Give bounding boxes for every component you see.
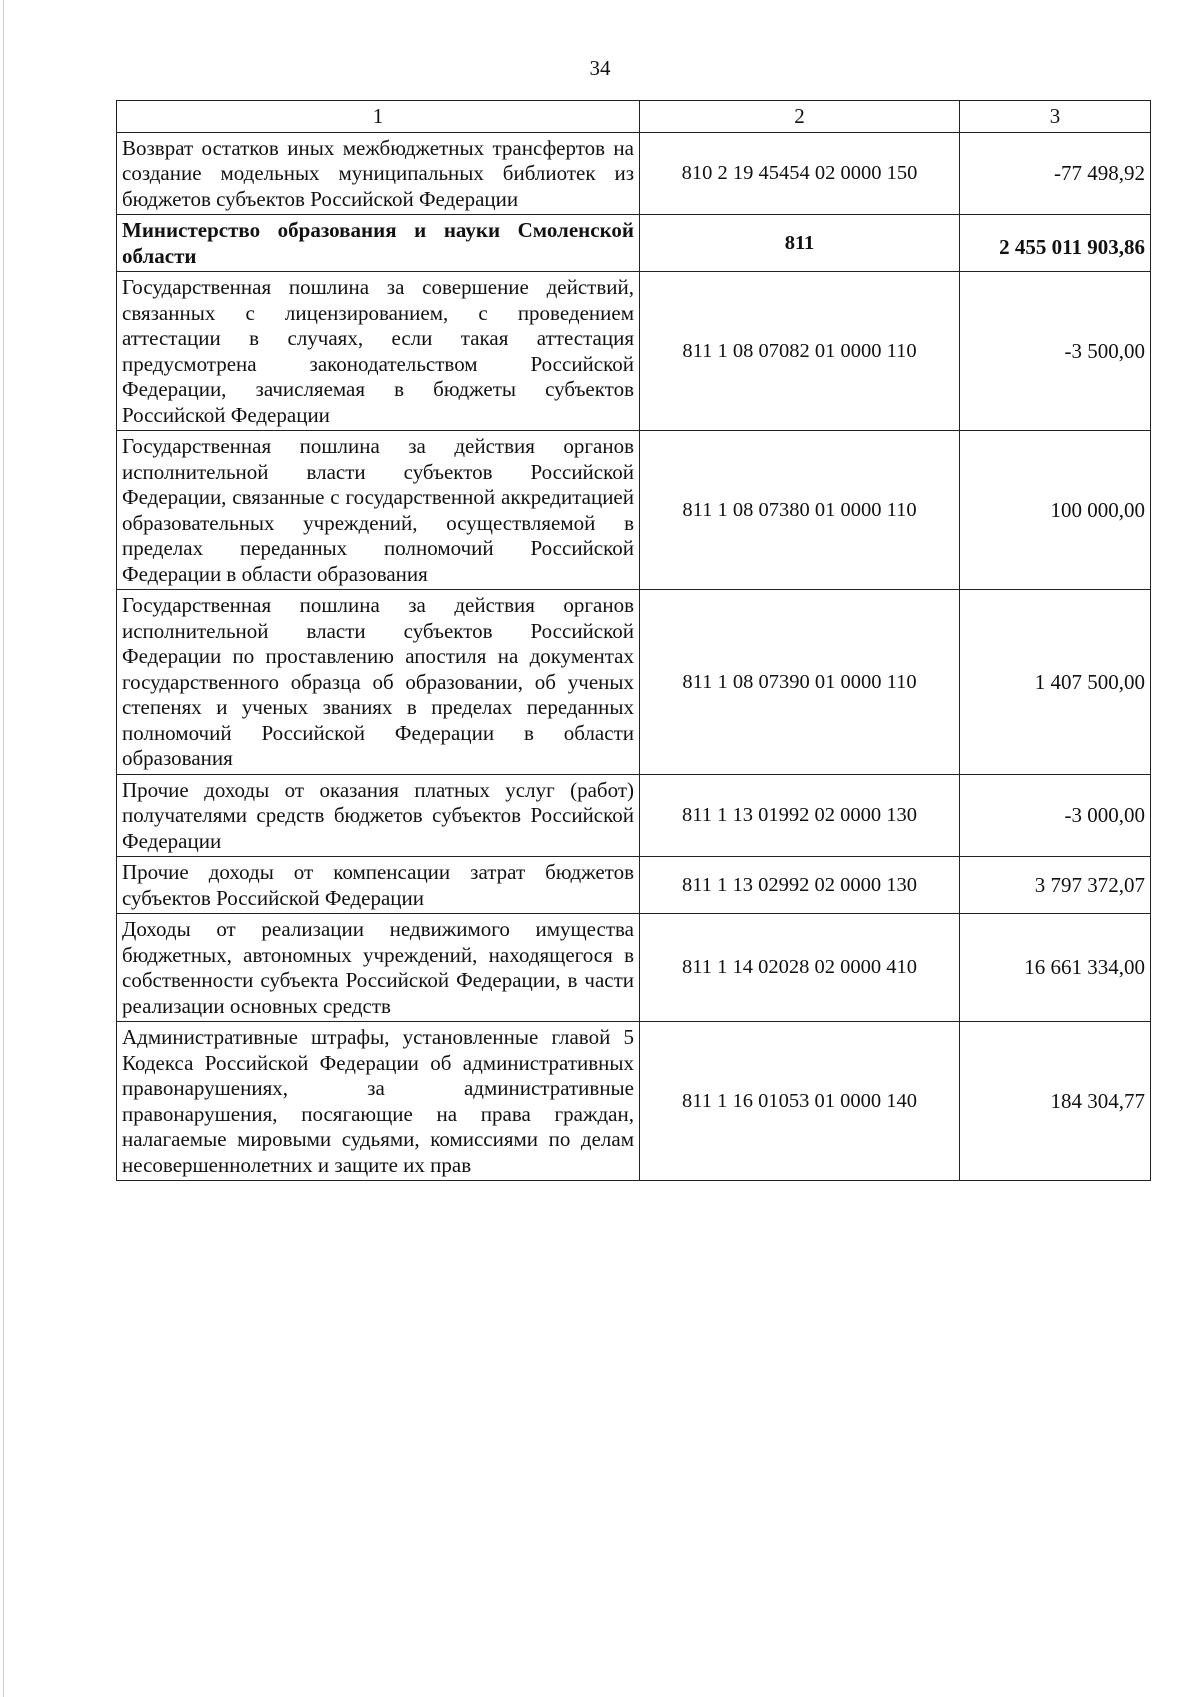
revenue-name-cell: Административные штрафы, установленные главой 5 Кодекса Российской Федерации об административных правонарушениях, за административные правонарушения, посягающие на права граждан, налагаемые мировыми судьями, комиссиями по делам несовершеннолетних и защите их прав [117, 1022, 640, 1181]
table-row [117, 590, 1151, 775]
page-edge-line [3, 0, 4, 1697]
amount-cell: -77 498,92 [960, 132, 1151, 215]
amount-cell: 100 000,00 [960, 431, 1151, 590]
amount-cell: -3 000,00 [960, 774, 1151, 857]
budget-code-cell: 811 1 13 02992 02 0000 130 [640, 857, 960, 914]
table-row [117, 914, 1151, 1022]
table-header-row [117, 101, 1151, 133]
table-row [117, 774, 1151, 857]
revenue-name-cell: Возврат остатков иных межбюджетных трансфертов на создание модельных муниципальных библиотек из бюджетов субъектов Российской Федерации [117, 132, 640, 215]
column-header-3: 3 [960, 101, 1151, 133]
table-row [117, 857, 1151, 914]
revenue-name-cell: Прочие доходы от оказания платных услуг (работ) получателями средств бюджетов субъектов Российской Федерации [117, 774, 640, 857]
column-header-2: 2 [640, 101, 960, 133]
budget-code-cell: 811 1 16 01053 01 0000 140 [640, 1022, 960, 1181]
revenue-name-cell: Государственная пошлина за совершение действий, связанных с лицензированием, с проведением аттестации в случаях, если такая аттестация предусмотрена законодательством Российской Федерации, зачисляемая в бюджеты субъектов Российской Федерации [117, 272, 640, 431]
amount-cell: 184 304,77 [960, 1022, 1151, 1181]
page-number: 34 [589, 56, 611, 80]
revenue-name-cell: Государственная пошлина за действия органов исполнительной власти субъектов Российской Федерации, связанные с государственной аккредитацией образовательных учреждений, осуществляемой в пределах переданных полномочий Российской Федерации в области образования [117, 431, 640, 590]
budget-table [116, 100, 1151, 1181]
table-row [117, 132, 1151, 215]
column-header-1: 1 [117, 101, 640, 133]
table-row [117, 431, 1151, 590]
revenue-name-cell: Государственная пошлина за действия органов исполнительной власти субъектов Российской Федерации по проставлению апостиля на документах государственного образца об образовании, об ученых степенях и ученых званиях в пределах переданных полномочий Российской Федерации в области образования [117, 590, 640, 775]
amount-cell: 1 407 500,00 [960, 590, 1151, 775]
budget-code-cell: 811 1 08 07390 01 0000 110 [640, 590, 960, 775]
budget-code-cell: 811 [640, 215, 960, 272]
table-row [117, 1022, 1151, 1181]
table-row-ministry [117, 215, 1151, 272]
revenue-name-cell: Доходы от реализации недвижимого имущества бюджетных, автономных учреждений, находящегося в собственности субъекта Российской Федерации, в части реализации основных средств [117, 914, 640, 1022]
amount-cell: -3 500,00 [960, 272, 1151, 431]
amount-cell: 16 661 334,00 [960, 914, 1151, 1022]
budget-code-cell: 811 1 14 02028 02 0000 410 [640, 914, 960, 1022]
budget-code-cell: 811 1 08 07380 01 0000 110 [640, 431, 960, 590]
amount-cell: 3 797 372,07 [960, 857, 1151, 914]
revenue-name-cell: Министерство образования и науки Смоленской области [117, 215, 640, 272]
budget-code-cell: 811 1 13 01992 02 0000 130 [640, 774, 960, 857]
revenue-name-cell: Прочие доходы от компенсации затрат бюджетов субъектов Российской Федерации [117, 857, 640, 914]
table-row [117, 272, 1151, 431]
budget-code-cell: 810 2 19 45454 02 0000 150 [640, 132, 960, 215]
amount-cell: 2 455 011 903,86 [960, 215, 1151, 272]
budget-code-cell: 811 1 08 07082 01 0000 110 [640, 272, 960, 431]
